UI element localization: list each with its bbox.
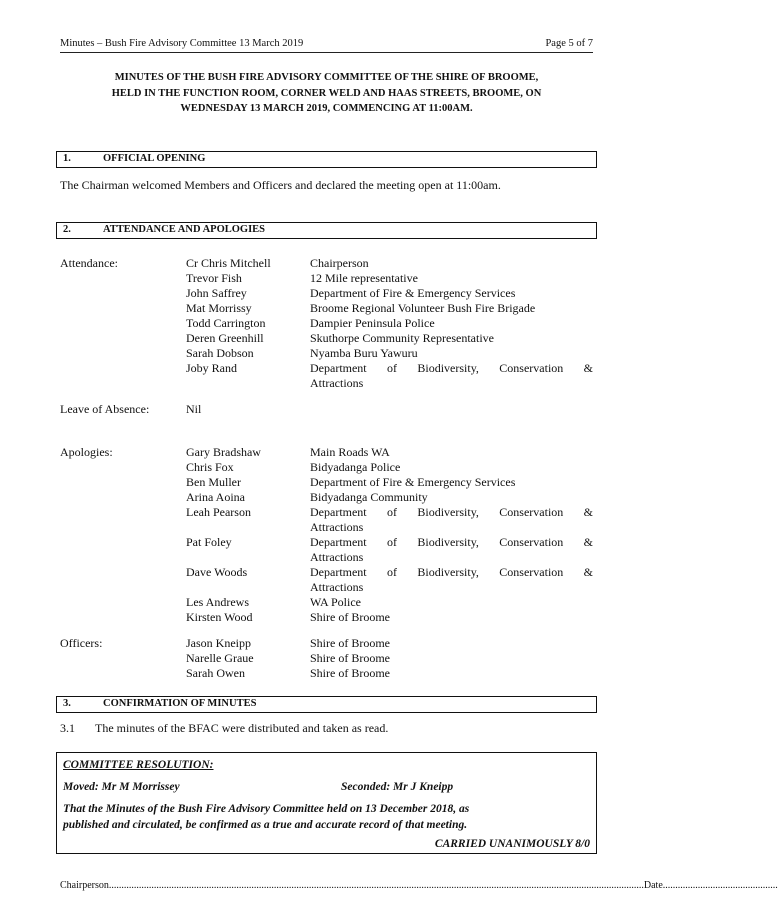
committee-resolution-box [56, 752, 597, 854]
confirmation-number: 3.1 [60, 721, 75, 735]
person-name: Jason Kneipp [186, 636, 251, 650]
person-role: Department of Fire & Emergency Services [310, 475, 516, 489]
person-role: Bidyadanga Police [310, 460, 401, 474]
person-role: 12 Mile representative [310, 271, 418, 285]
person-role: Shire of Broome [310, 666, 390, 680]
person-name: Narelle Graue [186, 651, 254, 665]
person-name: Deren Greenhill [186, 331, 264, 345]
person-name: Ben Muller [186, 475, 241, 489]
person-role: Shire of Broome [310, 610, 390, 624]
section-title: OFFICIAL OPENING [103, 153, 206, 164]
chairperson-label: Chairperson [60, 880, 109, 891]
section-number: 1. [63, 153, 71, 164]
resolution-text-line: That the Minutes of the Bush Fire Advisory Committee held on 13 December 2018, as [63, 803, 470, 815]
date-label: Date [643, 880, 663, 891]
section-heading-confirmation [56, 696, 597, 713]
person-name: Dave Woods [186, 565, 248, 579]
moved-by: Moved: Mr M Morrissey [63, 781, 180, 793]
chairperson-signature-line: ...................................................................................................................................................................................................................... [108, 880, 644, 891]
attendance-label: Attendance: [60, 256, 118, 270]
person-name: Chris Fox [186, 460, 234, 474]
person-name: John Saffrey [186, 286, 247, 300]
officers-label: Officers: [60, 636, 103, 650]
person-role: Dampier Peninsula Police [310, 316, 435, 330]
person-name: Sarah Dobson [186, 346, 254, 360]
person-role: Department of Biodiversity, Conservation & [310, 565, 593, 579]
seconded-by: Seconded: Mr J Kneipp [341, 781, 454, 793]
section-number: 2. [63, 224, 71, 235]
opening-paragraph: The Chairman welcomed Members and Officers and declared the meeting open at 11:00am. [60, 178, 501, 192]
person-role: Department of Fire & Emergency Services [310, 286, 516, 300]
leave-label: Leave of Absence: [60, 402, 150, 416]
person-name: Gary Bradshaw [186, 445, 261, 459]
section-number: 3. [63, 698, 71, 709]
person-role: WA Police [310, 595, 361, 609]
confirmation-text: The minutes of the BFAC were distributed and taken as read. [95, 721, 389, 735]
section-heading-official-opening [56, 151, 597, 168]
person-role: Shire of Broome [310, 636, 390, 650]
title-line: HELD IN THE FUNCTION ROOM, CORNER WELD AND HAAS STREETS, BROOME, ON [111, 87, 542, 99]
section-title: CONFIRMATION OF MINUTES [103, 698, 257, 709]
person-role-continued: Attractions [310, 550, 364, 564]
title-line: MINUTES OF THE BUSH FIRE ADVISORY COMMITTEE OF THE SHIRE OF BROOME, [114, 72, 539, 83]
person-role: Skuthorpe Community Representative [310, 331, 494, 345]
person-name: Les Andrews [186, 595, 249, 609]
person-role-continued: Attractions [310, 520, 364, 534]
section-title: ATTENDANCE AND APOLOGIES [103, 224, 266, 235]
leave-value: Nil [186, 402, 202, 416]
person-role: Main Roads WA [310, 445, 390, 459]
person-name: Sarah Owen [186, 666, 245, 680]
header-title: Minutes – Bush Fire Advisory Committee 13 March 2019 [60, 38, 304, 49]
resolution-text-line: published and circulated, be confirmed as a true and accurate record of that meeting. [63, 819, 468, 831]
person-role: Department of Biodiversity, Conservation & [310, 535, 593, 549]
carried-status: CARRIED UNANIMOUSLY 8/0 [434, 838, 590, 850]
date-line: .............................................. [662, 880, 778, 891]
resolution-heading: COMMITTEE RESOLUTION: [63, 759, 214, 771]
person-role: Department of Biodiversity, Conservation & [310, 361, 593, 375]
person-role-continued: Attractions [310, 580, 364, 594]
person-role: Broome Regional Volunteer Bush Fire Brigade [310, 301, 536, 315]
person-name: Mat Morrissy [186, 301, 252, 315]
person-name: Cr Chris Mitchell [186, 256, 271, 270]
page-header [60, 38, 593, 53]
person-role: Nyamba Buru Yawuru [310, 346, 418, 360]
person-name: Todd Carrington [186, 316, 266, 330]
page-number: Page 5 of 7 [545, 38, 593, 49]
person-name: Trevor Fish [186, 271, 242, 285]
person-role: Department of Biodiversity, Conservation & [310, 505, 593, 519]
title-line: WEDNESDAY 13 MARCH 2019, COMMENCING AT 11:00AM. [180, 103, 473, 114]
signature-footer [60, 880, 778, 891]
person-role-continued: Attractions [310, 376, 364, 390]
person-name: Leah Pearson [186, 505, 251, 519]
document-title [70, 70, 583, 117]
person-role: Shire of Broome [310, 651, 390, 665]
person-name: Pat Foley [186, 535, 232, 549]
person-role: Chairperson [310, 256, 369, 270]
person-role: Bidyadanga Community [310, 490, 428, 504]
apologies-label: Apologies: [60, 445, 113, 459]
person-name: Arina Aoina [186, 490, 245, 504]
person-name: Kirsten Wood [186, 610, 253, 624]
section-heading-attendance [56, 222, 597, 239]
person-name: Joby Rand [186, 361, 237, 375]
